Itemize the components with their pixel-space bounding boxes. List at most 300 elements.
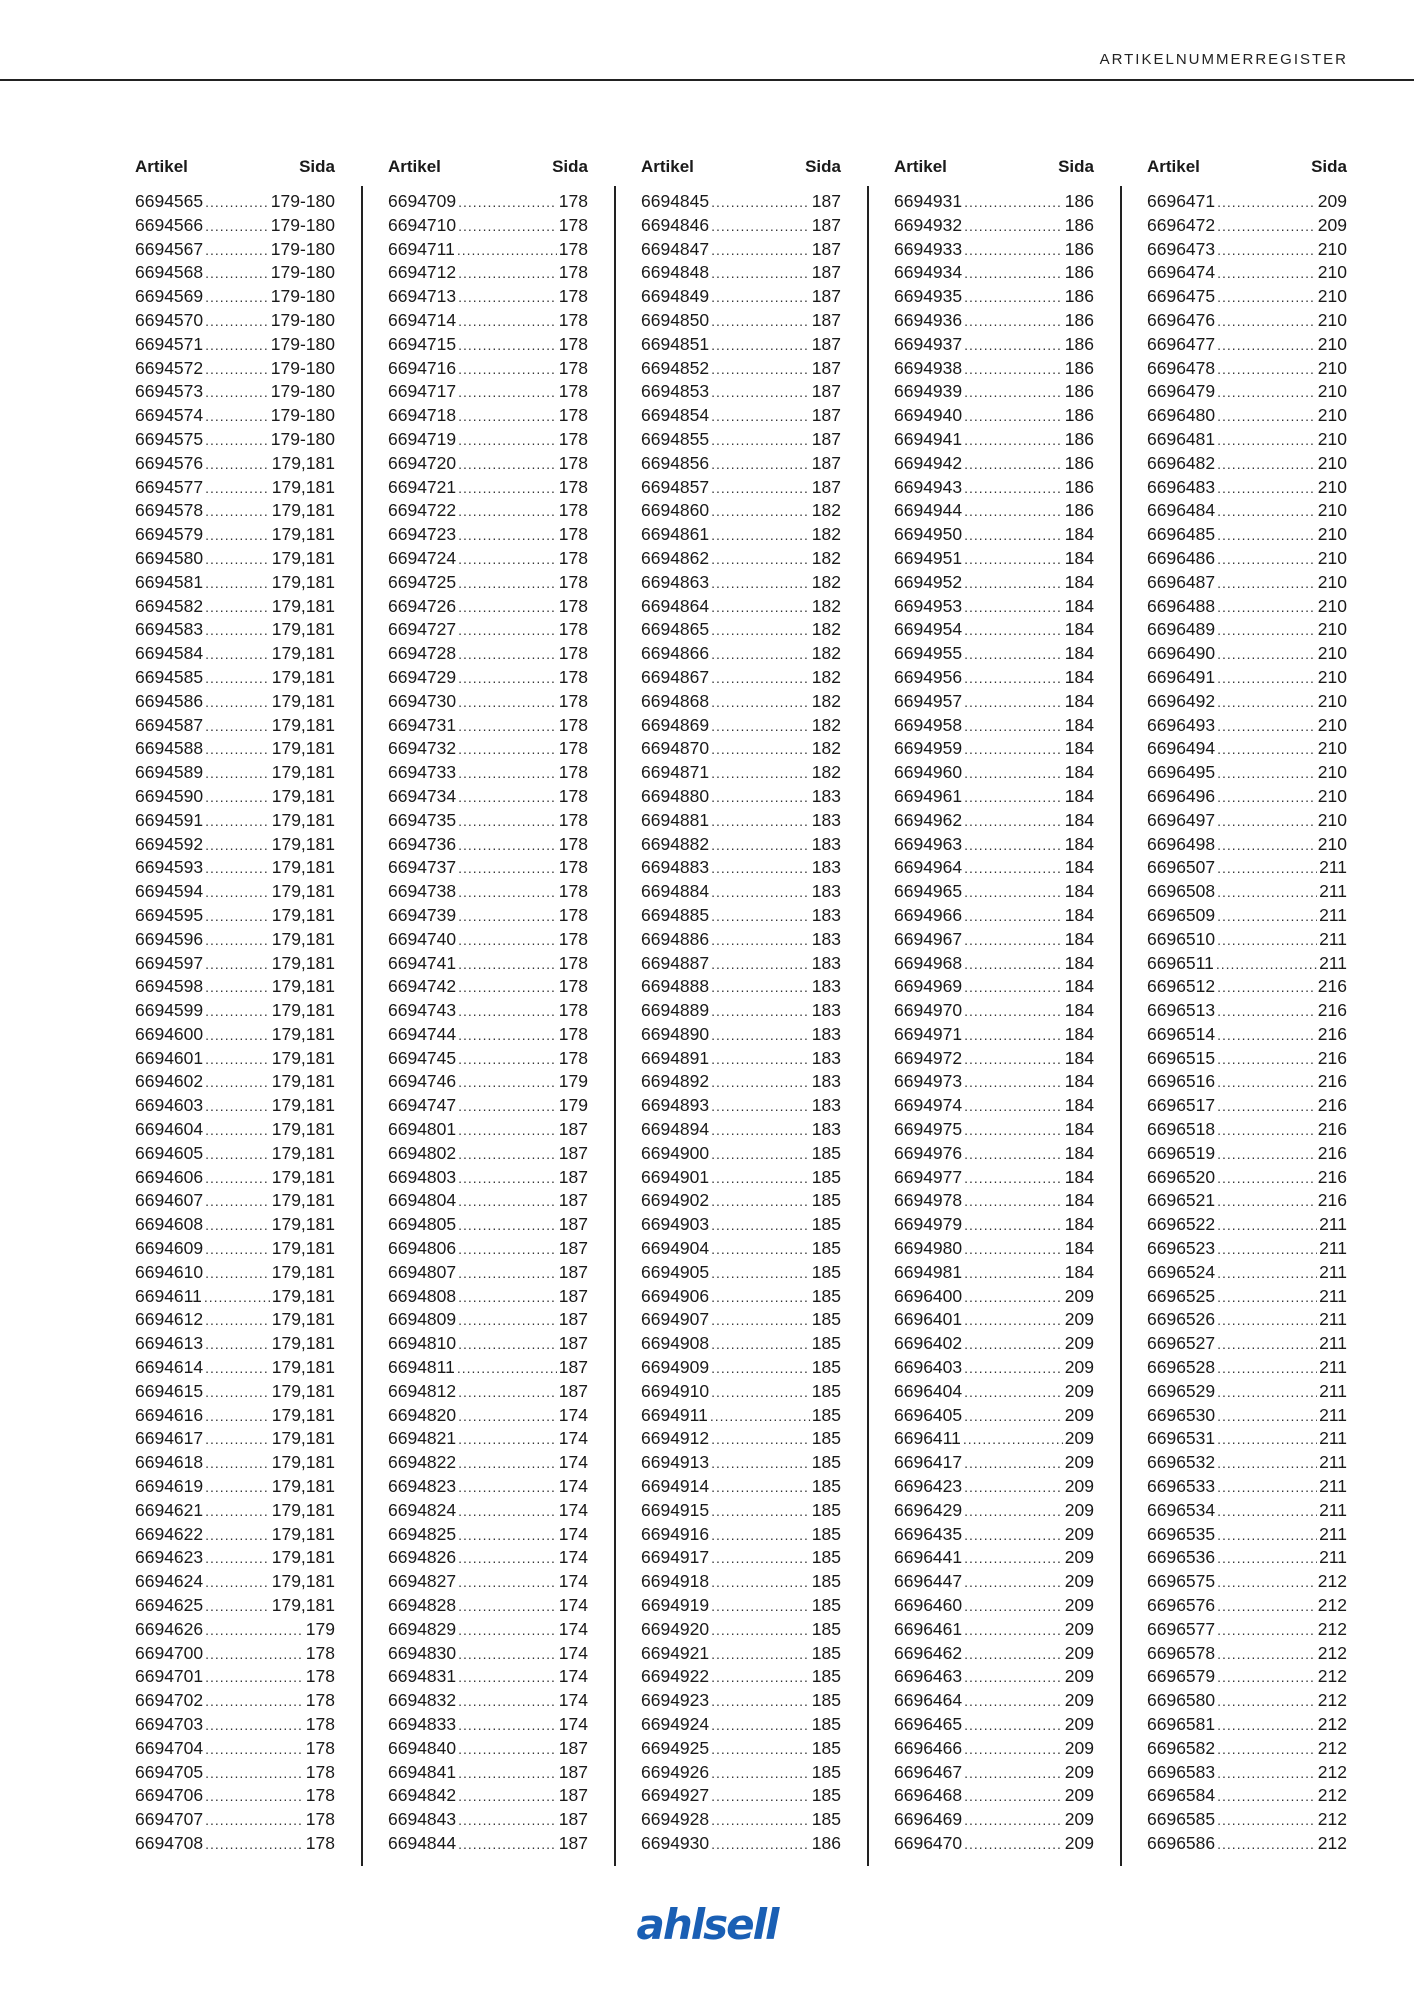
page-reference: 178 [558,476,588,497]
article-number: 6694576 [135,452,204,473]
index-entry [388,499,588,523]
page-reference: 179,181 [271,1238,335,1259]
dot-leader [458,1714,557,1738]
page-reference: 184 [1064,666,1094,687]
dot-leader [1217,1571,1316,1595]
page-reference: 179,181 [271,1071,335,1092]
page-reference: 184 [1064,1071,1094,1092]
article-number: 6694825 [388,1523,457,1544]
article-number: 6694604 [135,1119,204,1140]
index-entry [641,880,841,904]
article-number: 6696584 [1147,1785,1216,1806]
index-entry [388,1570,588,1594]
index-entry [641,1380,841,1404]
dot-leader [1217,310,1316,334]
page-reference: 185 [811,1690,841,1711]
index-entry [1147,1047,1347,1071]
page-reference: 179,181 [271,595,335,616]
dot-leader [964,429,1063,453]
page-reference: 178 [558,738,588,759]
index-entry [135,523,335,547]
index-entry [641,1713,841,1737]
article-number: 6696417 [894,1452,963,1473]
page-reference: 174 [558,1452,588,1473]
article-number: 6694882 [641,833,710,854]
index-entry [894,1166,1094,1190]
entry-list [388,190,588,1856]
index-entry [641,1499,841,1523]
dot-leader [458,1428,557,1452]
dot-leader [458,596,557,620]
dot-leader [711,334,810,358]
article-number: 6696497 [1147,809,1216,830]
index-entry [641,642,841,666]
dot-leader [458,834,557,858]
dot-leader [205,334,269,358]
dot-leader [458,1381,557,1405]
article-number: 6694720 [388,452,457,473]
dot-leader [1217,786,1316,810]
index-entry [894,214,1094,238]
article-number: 6694739 [388,904,457,925]
dot-leader [711,905,810,929]
dot-leader [458,1619,557,1643]
dot-leader [205,976,270,1000]
index-entry [894,333,1094,357]
index-column [641,154,841,1856]
article-number: 6694913 [641,1452,710,1473]
page-reference: 179,181 [271,762,335,783]
article-number: 6694618 [135,1452,204,1473]
dot-leader [1217,1547,1317,1571]
index-entry [894,761,1094,785]
article-number: 6694855 [641,428,710,449]
index-entry [1147,1427,1347,1451]
dot-leader [458,429,557,453]
dot-leader [458,1119,557,1143]
dot-leader [964,239,1063,263]
index-entry [894,690,1094,714]
index-entry [641,452,841,476]
index-entry [1147,595,1347,619]
index-entry [135,595,335,619]
article-number: 6694725 [388,571,457,592]
index-entry [894,1499,1094,1523]
article-number: 6694902 [641,1190,710,1211]
page-reference: 178 [558,262,588,283]
article-number: 6694846 [641,214,710,235]
page-reference: 216 [1317,1190,1347,1211]
article-number: 6696510 [1147,928,1216,949]
page-reference: 179-180 [270,381,335,402]
page-reference: 211 [1319,1380,1347,1401]
page-reference: 182 [811,666,841,687]
dot-leader [205,381,269,405]
article-number: 6694922 [641,1666,710,1687]
index-entry [135,285,335,309]
page-reference: 179,181 [271,1119,335,1140]
dot-leader [1217,548,1316,572]
index-entry [641,856,841,880]
article-number: 6696582 [1147,1737,1216,1758]
page-reference: 179,181 [271,714,335,735]
index-column [135,154,335,1856]
article-number: 6694592 [135,833,204,854]
dot-leader [205,191,269,215]
page-reference: 179,181 [271,1523,335,1544]
index-entry [894,285,1094,309]
page-reference: 179,181 [271,952,335,973]
dot-leader [711,1024,810,1048]
dot-leader [1217,738,1316,762]
article-number: 6694831 [388,1666,457,1687]
article-number: 6694596 [135,928,204,949]
page-reference: 185 [811,1261,841,1282]
index-entry [894,190,1094,214]
page-reference: 185 [811,1523,841,1544]
index-entry [894,999,1094,1023]
dot-leader [204,1286,270,1310]
dot-leader [205,1595,270,1619]
page-reference: 179,181 [271,619,335,640]
dot-leader [1217,1095,1316,1119]
index-entry [388,928,588,952]
dot-leader [711,1500,810,1524]
dot-leader [711,1524,810,1548]
article-number: 6694580 [135,547,204,568]
index-entry [894,1451,1094,1475]
dot-leader [1217,1714,1316,1738]
dot-leader [964,881,1063,905]
dot-leader [458,1738,557,1762]
index-entry [388,333,588,357]
article-number: 6694967 [894,928,963,949]
dot-leader [205,905,270,929]
page-reference: 178 [558,833,588,854]
article-number: 6696482 [1147,452,1216,473]
dot-leader [1217,1333,1317,1357]
article-number: 6694745 [388,1047,457,1068]
index-entry [894,618,1094,642]
index-entry [894,1570,1094,1594]
index-entry [1147,261,1347,285]
page-reference: 183 [811,1047,841,1068]
dot-leader [964,905,1063,929]
page-reference: 211 [1319,1499,1347,1520]
page-reference: 185 [811,1761,841,1782]
dot-leader [205,1785,304,1809]
page-reference: 178 [558,928,588,949]
page-reference: 184 [1064,1023,1094,1044]
page-reference: 211 [1319,1428,1347,1449]
article-number: 6694709 [388,191,457,211]
dot-leader [205,1095,270,1119]
article-number: 6694603 [135,1095,204,1116]
page-reference: 183 [811,1071,841,1092]
index-entry [1147,1261,1347,1285]
index-entry [1147,404,1347,428]
page-reference: 187 [558,1214,588,1235]
article-number: 6696575 [1147,1571,1216,1592]
index-entry [894,1142,1094,1166]
article-number: 6696481 [1147,428,1216,449]
article-number: 6694954 [894,619,963,640]
article-number: 6694724 [388,547,457,568]
index-entry [641,1118,841,1142]
dot-leader [1217,1809,1316,1833]
index-entry [1147,190,1347,214]
article-number: 6694960 [894,762,963,783]
page-reference: 184 [1064,738,1094,759]
article-number: 6694900 [641,1142,710,1163]
page-reference: 210 [1317,262,1347,283]
index-entry [894,952,1094,976]
page-reference: 179,181 [271,1428,335,1449]
page-reference: 179,181 [271,1476,335,1497]
dot-leader [711,1714,810,1738]
dot-leader [205,1690,304,1714]
dot-leader [711,1333,810,1357]
article-number: 6694923 [641,1690,710,1711]
page-reference: 178 [558,405,588,426]
page-reference: 178 [305,1761,335,1782]
header-rule [0,79,1414,81]
page-reference: 183 [811,809,841,830]
page-reference: 179,181 [271,1404,335,1425]
dot-leader [1217,500,1316,524]
article-number: 6696469 [894,1809,963,1830]
article-number: 6694950 [894,524,963,545]
article-number: 6696525 [1147,1285,1216,1306]
index-entry [388,1427,588,1451]
dot-leader [458,1048,557,1072]
dot-leader [711,524,810,548]
article-number: 6696474 [1147,262,1216,283]
index-entry [1147,357,1347,381]
dot-leader [964,1476,1063,1500]
dot-leader [964,1738,1063,1762]
page-reference: 212 [1317,1642,1347,1663]
index-entry [135,1118,335,1142]
dot-leader [458,953,557,977]
dot-leader [711,1762,810,1786]
article-number: 6696583 [1147,1761,1216,1782]
dot-leader [458,1262,557,1286]
article-number: 6694625 [135,1595,204,1616]
column-divider [361,186,363,1866]
page-reference: 210 [1317,524,1347,545]
index-entry [135,666,335,690]
dot-leader [964,1547,1063,1571]
article-number: 6694826 [388,1547,457,1568]
article-number: 6694822 [388,1452,457,1473]
article-number: 6694903 [641,1214,710,1235]
page-reference: 179,181 [271,1166,335,1187]
article-number: 6694905 [641,1261,710,1282]
dot-leader [205,1643,304,1667]
dot-leader [205,715,270,739]
page-reference: 178 [558,952,588,973]
article-number: 6694611 [135,1285,202,1306]
dot-leader [711,1309,810,1333]
page-reference: 185 [811,1166,841,1187]
page-reference: 187 [558,1119,588,1140]
page-reference: 179-180 [270,286,335,307]
dot-leader [458,1571,557,1595]
index-entry [135,1427,335,1451]
index-entry [135,856,335,880]
index-entry [894,1761,1094,1785]
article-number: 6694941 [894,428,963,449]
index-entry [1147,809,1347,833]
page-reference: 209 [1064,1809,1094,1830]
article-number: 6694961 [894,785,963,806]
index-entry [135,214,335,238]
article-number: 6694738 [388,881,457,902]
page-reference: 179,181 [271,571,335,592]
article-number: 6694741 [388,952,457,973]
dot-leader [711,1071,810,1095]
page-reference: 179 [305,1618,335,1639]
page-reference: 184 [1064,1119,1094,1140]
dot-leader [711,1167,810,1191]
index-entry [388,1451,588,1475]
page-reference: 183 [811,952,841,973]
index-entry [135,690,335,714]
dot-leader [1217,1762,1316,1786]
page-reference: 179,181 [271,928,335,949]
article-number: 6694605 [135,1142,204,1163]
page-reference: 209 [1064,1285,1094,1306]
index-entry [641,1285,841,1309]
dot-leader [458,1595,557,1619]
dot-leader [964,1500,1063,1524]
index-entry [1147,1118,1347,1142]
dot-leader [711,1190,810,1214]
article-number: 6694852 [641,357,710,378]
page-reference: 209 [1064,1428,1094,1449]
article-number: 6696490 [1147,643,1216,664]
dot-leader [711,1571,810,1595]
article-number: 6696509 [1147,904,1216,925]
index-entry [388,1689,588,1713]
dot-leader [205,1071,270,1095]
article-number: 6694726 [388,595,457,616]
dot-leader [1217,191,1316,215]
article-number: 6694740 [388,928,457,949]
dot-leader [205,1333,270,1357]
page-reference: 184 [1064,690,1094,711]
dot-leader [458,929,557,953]
index-entry [1147,1642,1347,1666]
article-number: 6694581 [135,571,204,592]
index-entry [135,547,335,571]
dot-leader [711,1738,810,1762]
dot-leader [205,619,270,643]
dot-leader [458,1500,557,1524]
article-number: 6696530 [1147,1404,1216,1425]
page-reference: 179,181 [271,809,335,830]
article-number: 6694607 [135,1190,204,1211]
article-number: 6696532 [1147,1452,1216,1473]
index-entry [641,975,841,999]
index-entry [388,690,588,714]
index-entry [894,499,1094,523]
page-reference: 184 [1064,809,1094,830]
article-number: 6696580 [1147,1690,1216,1711]
index-entry [135,1570,335,1594]
article-number: 6694578 [135,500,204,521]
index-entry [388,714,588,738]
index-entry [135,1308,335,1332]
dot-leader [964,810,1063,834]
index-entry [641,737,841,761]
article-number: 6694930 [641,1832,710,1853]
article-number: 6696496 [1147,785,1216,806]
article-number: 6694953 [894,595,963,616]
dot-leader [711,262,810,286]
article-number: 6694597 [135,952,204,973]
dot-leader [458,286,557,310]
index-entry [894,309,1094,333]
article-number: 6694743 [388,1000,457,1021]
article-number: 6694590 [135,785,204,806]
index-entry [641,1308,841,1332]
page-reference: 209 [1064,1690,1094,1711]
article-number: 6694706 [135,1785,204,1806]
article-number: 6696473 [1147,238,1216,259]
column-header-article: Artikel [388,157,441,176]
article-number: 6696471 [1147,191,1216,211]
page-reference: 178 [558,690,588,711]
dot-leader [711,786,810,810]
index-entry [641,690,841,714]
article-number: 6694904 [641,1238,710,1259]
page-reference: 179,181 [271,904,335,925]
index-entry [135,1737,335,1761]
index-entry [641,1642,841,1666]
page-reference: 212 [1317,1571,1347,1592]
index-entry [388,404,588,428]
article-number: 6696485 [1147,524,1216,545]
page-reference: 184 [1064,1190,1094,1211]
article-number: 6694889 [641,1000,710,1021]
dot-leader [711,310,810,334]
page-reference: 209 [1064,1333,1094,1354]
index-entry [1147,761,1347,785]
index-entry [135,1380,335,1404]
article-number: 6694952 [894,571,963,592]
dot-leader [1217,1381,1317,1405]
page-reference: 185 [811,1737,841,1758]
page-reference: 179,181 [271,1000,335,1021]
article-number: 6696435 [894,1523,963,1544]
dot-leader [205,358,269,382]
index-entry [135,1808,335,1832]
article-number: 6696579 [1147,1666,1216,1687]
index-entry [388,428,588,452]
dot-leader [457,239,557,263]
page-reference: 187 [811,309,841,330]
page-reference: 178 [558,714,588,735]
article-number: 6696507 [1147,857,1216,878]
article-number: 6694809 [388,1309,457,1330]
index-entry [388,1546,588,1570]
article-number: 6694845 [641,191,710,211]
page-reference: 179,181 [271,1499,335,1520]
page-reference: 209 [1064,1666,1094,1687]
dot-leader [205,762,270,786]
